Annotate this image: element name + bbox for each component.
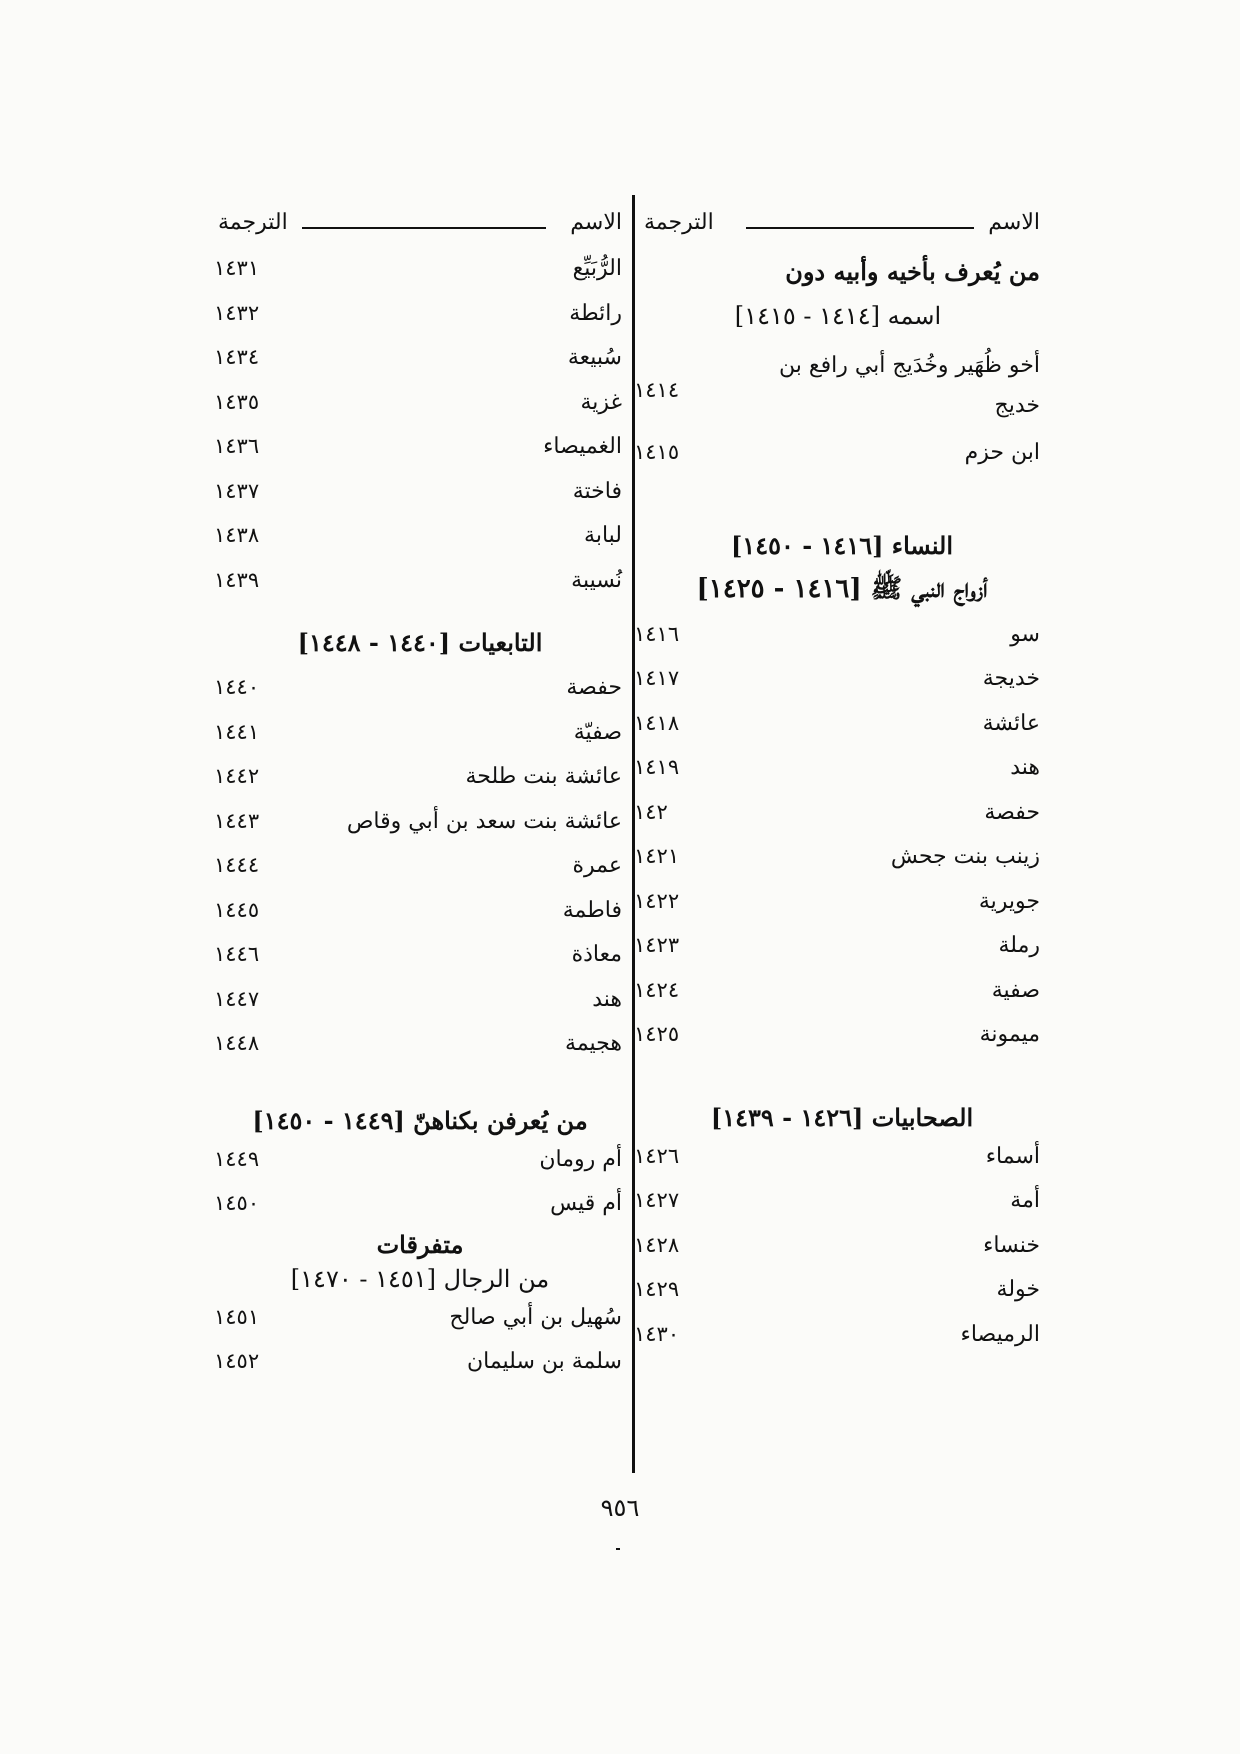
entry-name: رائطة xyxy=(569,300,622,326)
entry-name: فاختة xyxy=(572,478,622,504)
list-item xyxy=(636,883,1048,928)
section-heading: من يُعرفن بكناهنّ [١٤٤٩ - ١٤٥٠] xyxy=(252,1105,588,1135)
entry-number: ١٤١٨ xyxy=(634,710,680,735)
entry-name: فاطمة xyxy=(562,897,622,923)
companions-list xyxy=(636,1138,1048,1361)
list-item xyxy=(210,847,630,892)
left-column xyxy=(210,210,630,1388)
entry-number: ١٤٢٥ xyxy=(634,1022,680,1046)
list-item xyxy=(636,616,1048,661)
entry-number: ١٤٣٦ xyxy=(214,434,260,458)
entry-name: أمة xyxy=(1010,1188,1040,1213)
entry-number: ١٤٣٨ xyxy=(214,523,260,547)
group-title-range: اسمه [١٤١٤ - ١٤١٥] xyxy=(734,302,942,330)
list-item xyxy=(210,473,630,518)
entry-number: ١٤١٩ xyxy=(634,755,680,779)
list-item xyxy=(636,705,1048,750)
entry-number: ١٤٤٢ xyxy=(214,764,260,788)
list-item xyxy=(636,1271,1048,1316)
section-heading: النساء [١٤١٦ - ١٤٥٠] xyxy=(730,530,954,560)
list-item xyxy=(636,1316,1048,1361)
entry-name: نُسيبة xyxy=(571,567,622,593)
entry-number: ١٤١٥ xyxy=(634,440,680,464)
entry-name: سُبيعة xyxy=(567,345,622,370)
entry-number: ١٤٣٧ xyxy=(214,478,260,503)
entry-number: ١٤٢ xyxy=(634,799,668,824)
entry-name: عائشة xyxy=(982,710,1040,736)
list-item xyxy=(210,1025,630,1070)
list-item xyxy=(210,803,630,848)
list-item xyxy=(210,1299,630,1344)
list-item xyxy=(636,794,1048,839)
entry-number: ١٤٢١ xyxy=(634,844,680,868)
list-item xyxy=(636,1182,1048,1227)
list-item xyxy=(210,384,630,429)
list-item xyxy=(210,517,630,562)
page-number: ٩٥٦ xyxy=(600,1494,640,1522)
header-rule xyxy=(302,227,546,229)
entry-name: حفصة xyxy=(566,675,622,700)
entry-name: صفيّة xyxy=(573,719,622,745)
entry-name: أسماء xyxy=(985,1143,1040,1169)
entry-name: لبابة xyxy=(584,523,622,548)
list-item xyxy=(636,838,1048,883)
section-heading: الصحابيات [١٤٢٦ - ١٤٣٩] xyxy=(710,1102,974,1132)
entry-number: ١٤٤٧ xyxy=(214,986,260,1011)
entry-number: ١٤٢٩ xyxy=(634,1277,680,1301)
list-item xyxy=(636,338,1048,434)
entry-name: ابن حزم xyxy=(964,440,1040,465)
entry-number: ١٤٣٤ xyxy=(214,345,260,369)
entry-name: صفية xyxy=(991,977,1040,1003)
kunya-list xyxy=(210,1141,630,1230)
entry-number: ١٤٥١ xyxy=(214,1304,260,1329)
entry-number: ١٤٣١ xyxy=(214,256,260,280)
list-item xyxy=(636,660,1048,705)
entry-number: ١٤٤٩ xyxy=(214,1146,260,1171)
entry-number: ١٤٤٦ xyxy=(214,942,260,966)
entry-number: ١٤٤٥ xyxy=(214,897,260,922)
tabiiyat-list xyxy=(210,669,630,1070)
list-item xyxy=(210,758,630,803)
entry-name: حفصة xyxy=(984,799,1040,825)
list-item xyxy=(210,250,630,295)
entry-name: معاذة xyxy=(571,942,622,967)
list-item xyxy=(210,1343,630,1388)
column-header xyxy=(636,210,1048,250)
list-item xyxy=(636,749,1048,794)
entry-name: عمرة xyxy=(572,853,622,878)
list-item xyxy=(210,981,630,1026)
entry-number: ١٤٥٢ xyxy=(214,1349,260,1373)
entry-name: أم قيس xyxy=(550,1191,622,1216)
entry-name: أخو ظُهَير وخُدَيج أبي رافع بن خديج xyxy=(779,353,1040,418)
entry-number: ١٤١٧ xyxy=(634,666,680,690)
entry-number: ١٤٤٤ xyxy=(214,853,260,877)
section-heading: التابعيات [١٤٤٠ - ١٤٤٨] xyxy=(297,628,543,657)
entry-number: ١٤٤٠ xyxy=(214,675,260,699)
entry-name: هجيمة xyxy=(565,1031,622,1056)
entry-number: ١٤١٦ xyxy=(634,621,680,646)
entry-name: خنساء xyxy=(983,1232,1040,1258)
section-heading: أزواج النبي ﷺ [١٤١٦ - ١٤٢٥] xyxy=(696,573,988,604)
entry-number: ١٤٣٩ xyxy=(214,567,260,592)
list-item xyxy=(210,892,630,937)
wives-list xyxy=(636,616,1048,1061)
entry-number: ١٤٢٣ xyxy=(634,933,680,957)
entry-name: سُهيل بن أبي صالح xyxy=(449,1304,622,1330)
list-item xyxy=(210,714,630,759)
entry-number: ١٤٣٢ xyxy=(214,300,260,325)
list-item xyxy=(636,927,1048,972)
list-item xyxy=(210,295,630,340)
entry-number: ١٤٢٤ xyxy=(634,977,680,1002)
list-item xyxy=(210,339,630,384)
group-title: من يُعرف بأخيه وأبيه دون xyxy=(785,257,1040,286)
column-header xyxy=(210,210,630,250)
header-translation-label: الترجمة xyxy=(644,210,714,235)
list-item xyxy=(210,562,630,607)
list-item xyxy=(636,1138,1048,1183)
entry-number: ١٤٤٨ xyxy=(214,1031,260,1055)
list-item xyxy=(636,972,1048,1017)
entry-number: ١٤٤١ xyxy=(214,719,260,744)
entry-name: خديجة xyxy=(982,666,1040,691)
list-item xyxy=(636,434,1048,479)
header-name-label: الاسم xyxy=(988,210,1040,235)
list-item xyxy=(210,669,630,714)
companions-continued-list xyxy=(210,250,630,606)
entry-name: هند xyxy=(592,986,622,1012)
entry-name: ميمونة xyxy=(979,1022,1040,1047)
header-rule xyxy=(746,227,974,229)
header-name-label: الاسم xyxy=(570,210,622,235)
list-item xyxy=(210,936,630,981)
list-item xyxy=(210,428,630,473)
entry-name: جويرية xyxy=(978,888,1040,914)
men-list xyxy=(210,1299,630,1388)
list-item xyxy=(210,1141,630,1186)
entry-number: ١٤١٤ xyxy=(634,378,680,402)
entry-number: ١٤٢٦ xyxy=(634,1143,680,1168)
list-item xyxy=(636,1227,1048,1272)
entry-number: ١٤٤٣ xyxy=(214,808,260,833)
entry-name: رملة xyxy=(998,933,1040,958)
header-translation-label: الترجمة xyxy=(218,210,288,235)
entry-name: الرُّبَيِّع xyxy=(572,256,622,281)
entry-number: ١٤٢٧ xyxy=(634,1188,680,1212)
entry-name: خولة xyxy=(996,1277,1040,1302)
list-item xyxy=(210,1185,630,1230)
entry-number: ١٤٣٠ xyxy=(634,1321,680,1346)
entry-name: عائشة بنت سعد بن أبي وقاص xyxy=(346,808,622,834)
section-heading: متفرقات xyxy=(376,1229,464,1259)
page-mark xyxy=(616,1548,620,1550)
entry-name: الرميصاء xyxy=(960,1321,1040,1347)
entry-name: غزية xyxy=(580,389,622,415)
entry-name: هند xyxy=(1010,755,1040,780)
entry-name: سو xyxy=(1010,621,1040,647)
entry-name: أم رومان xyxy=(539,1146,622,1172)
entry-name: عائشة بنت طلحة xyxy=(465,764,622,789)
entry-name: زينب بنت جحش xyxy=(890,844,1040,869)
entry-name: سلمة بن سليمان xyxy=(466,1349,622,1374)
entry-number: ١٤٢٨ xyxy=(634,1232,680,1257)
entry-number: ١٤٣٥ xyxy=(214,389,260,414)
section-heading: من الرجال [١٤٥١ - ١٤٧٠] xyxy=(290,1264,550,1293)
list-item xyxy=(636,1016,1048,1061)
entry-number: ١٤٢٢ xyxy=(634,888,680,913)
entry-number: ١٤٥٠ xyxy=(214,1191,260,1215)
entry-name: الغميصاء xyxy=(543,434,622,459)
right-column xyxy=(636,210,1048,1360)
